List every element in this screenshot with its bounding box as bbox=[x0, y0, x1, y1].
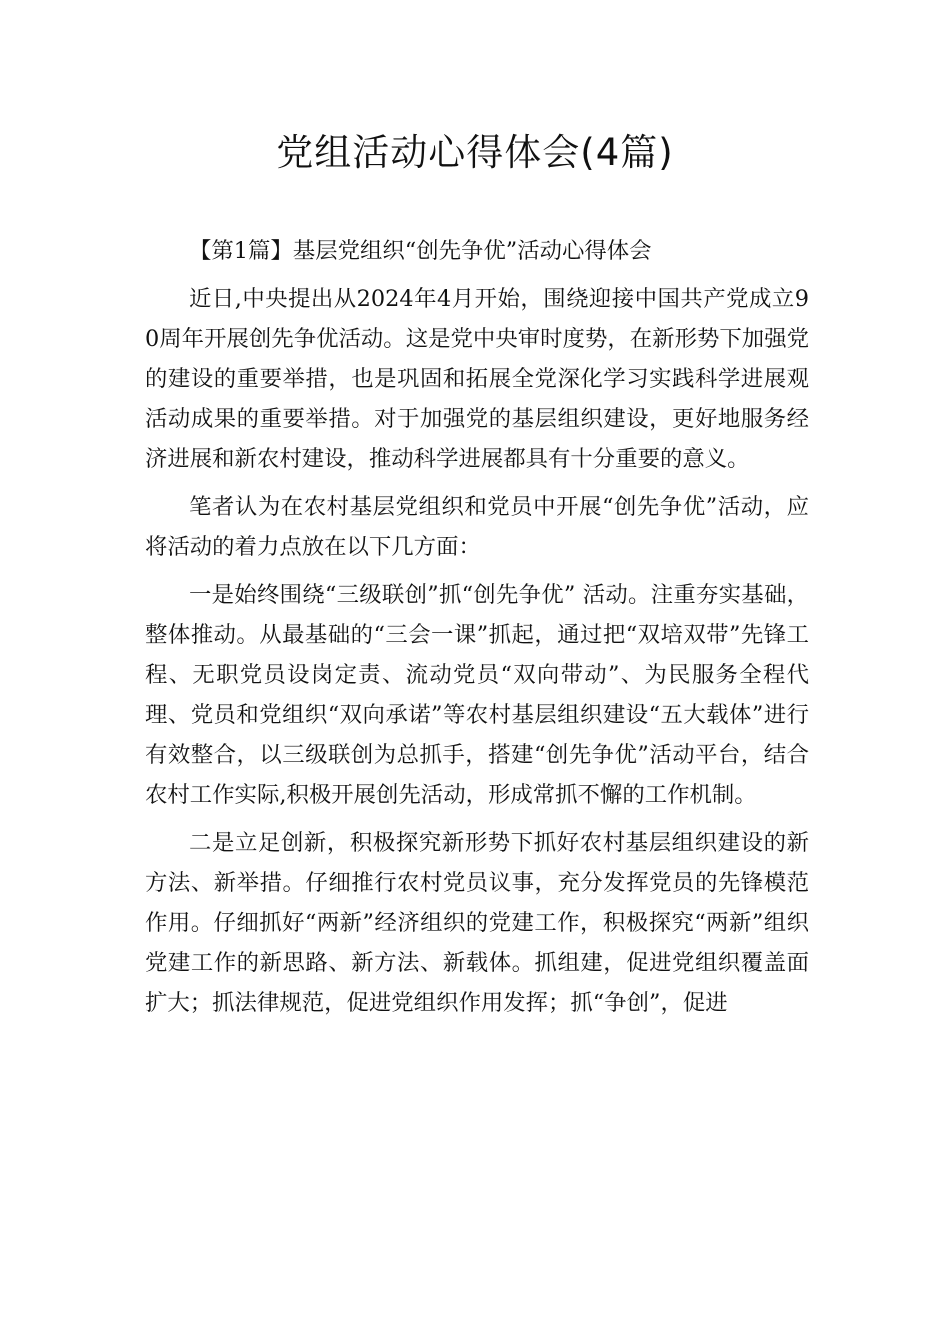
document-body bbox=[145, 231, 809, 1031]
document-title: 党组活动心得体会(4篇) bbox=[276, 131, 674, 174]
paragraph: 近日,中央提出从2024年4月开始，围绕迎接中国共产党成立90周年开展创先争优活动。这是党中央审时度势，在新形势下加强党的建设的重要举措，也是巩固和拓展全党深化学习实践科学进展观活动成果的重要举措。对于加强党的基层组织建设，更好地服务经济进展和新农村建设，推动科学进展都具有十分重要的意义。 bbox=[145, 286, 809, 472]
paragraph: 一是始终围绕“三级联创”抓“创先争优” 活动。注重夯实基础，整体推动。从最基础的“三会一课”抓起，通过把“双培双带”先锋工程、无职党员设岗定责、流动党员“双向带动”、为民服务全程代理、党员和党组织“双向承诺”等农村基层组织建设“五大载体”进行有效整合，以三级联创为总抓手，搭建“创先争优”活动平台，结合农村工作实际,积极开展创先活动，形成常抓不懈的工作机制。 bbox=[145, 582, 809, 808]
section-heading: 【第1篇】基层党组织“创先争优”活动心得体会 bbox=[189, 238, 652, 264]
paragraph: 二是立足创新，积极探究新形势下抓好农村基层组织建设的新方法、新举措。仔细推行农村党员议事，充分发挥党员的先锋模范作用。仔细抓好“两新”经济组织的党建工作，积极探究“两新”组织党建工作的新思路、新方法、新载体。抓组建，促进党组织覆盖面扩大；抓法律规范，促进党组织作用发挥；抓“争创”，促进 bbox=[145, 830, 809, 1016]
paragraph: 笔者认为在农村基层党组织和党员中开展“创先争优”活动，应将活动的着力点放在以下几方面： bbox=[145, 494, 809, 560]
